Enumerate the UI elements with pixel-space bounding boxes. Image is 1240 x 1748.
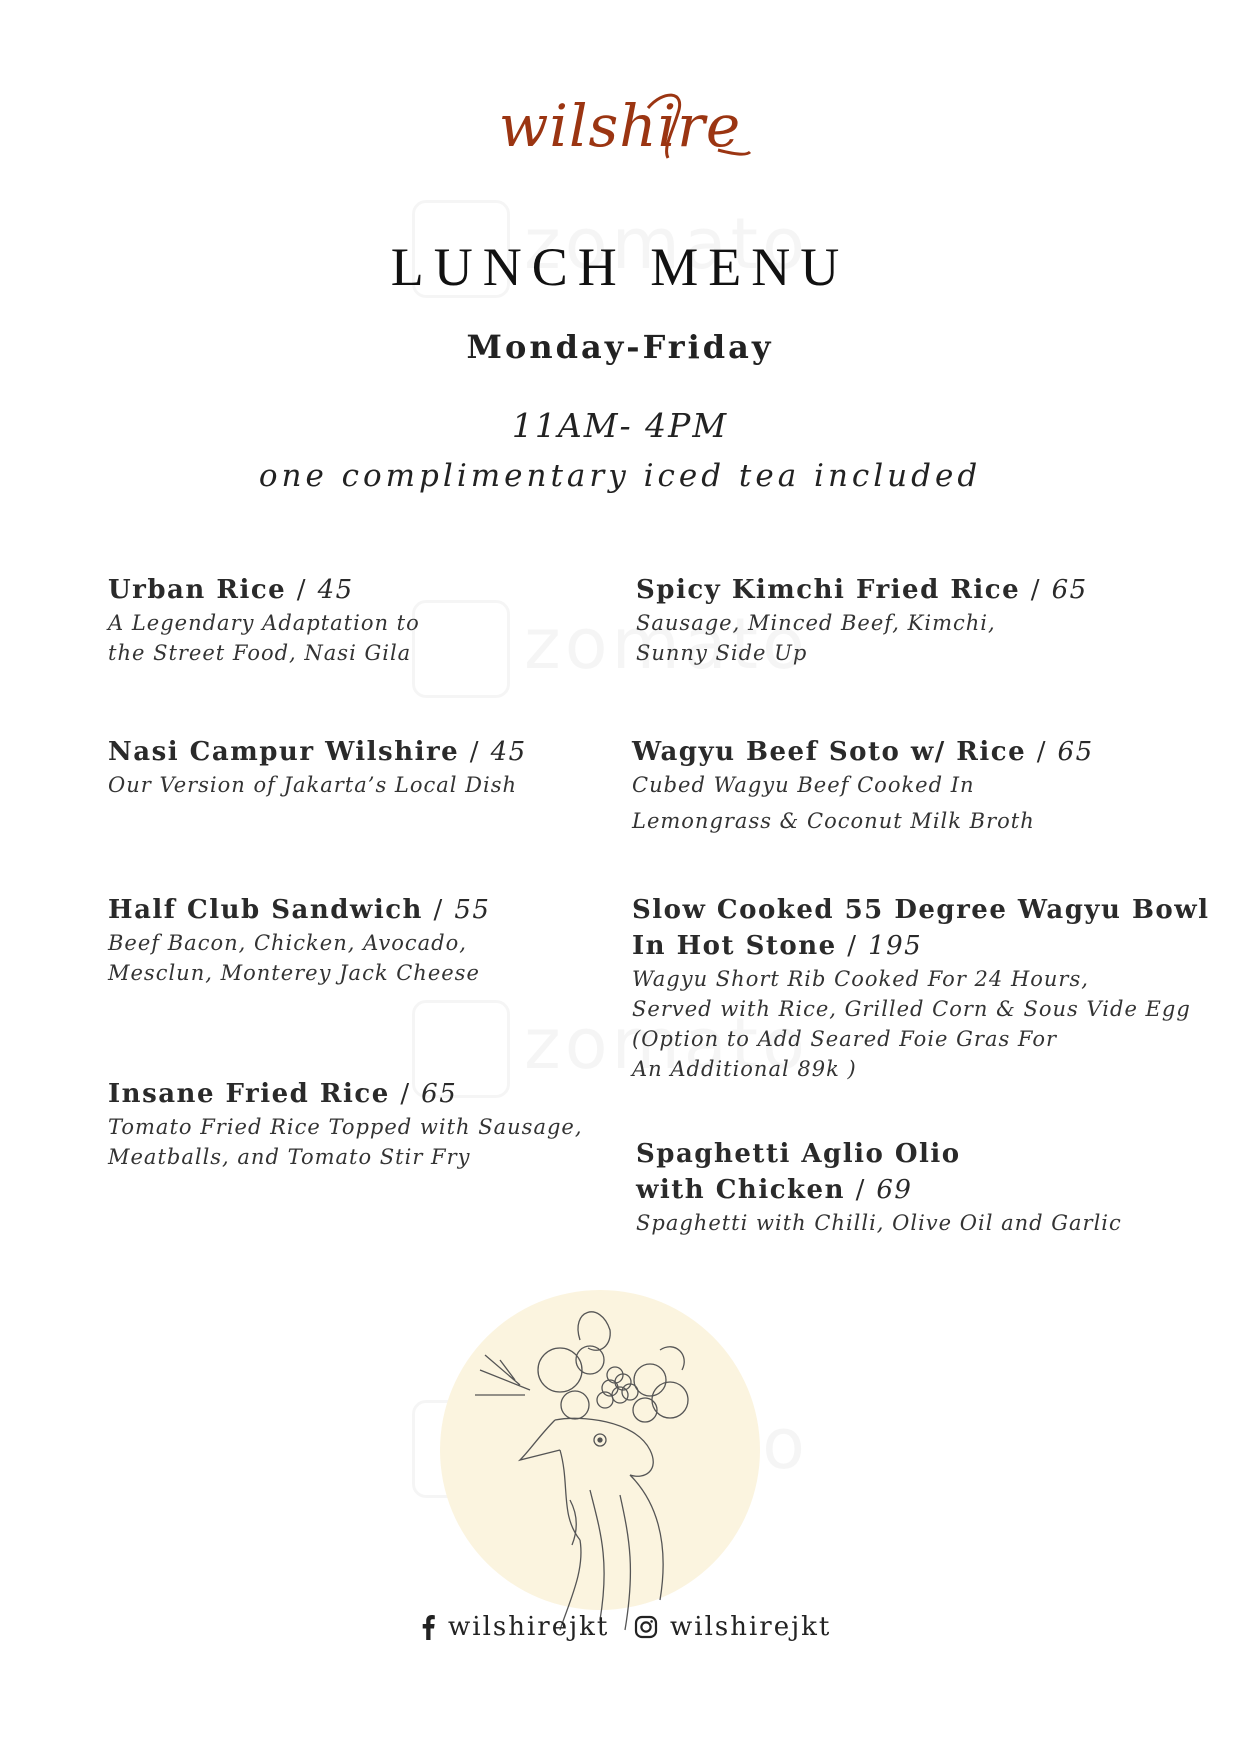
menu-item <box>636 572 1088 668</box>
instagram-link[interactable] <box>634 1612 831 1642</box>
item-price: 65 <box>1057 737 1094 767</box>
item-description: Lemongrass & Coconut Milk Broth <box>632 809 1035 833</box>
logo-swash <box>568 88 758 178</box>
item-description: Sausage, Minced Beef, Kimchi, <box>636 611 996 635</box>
menu-item <box>636 1136 1122 1238</box>
item-description: Mesclun, Monterey Jack Cheese <box>108 961 480 985</box>
brand-logo: wilshire <box>498 92 742 160</box>
item-name-line-2: with Chicken <box>636 1175 845 1205</box>
item-price: 65 <box>421 1079 458 1109</box>
facebook-icon <box>420 1614 436 1640</box>
item-description: Served with Rice, Grilled Corn & Sous Vide Egg <box>632 997 1191 1021</box>
item-name: Nasi Campur Wilshire <box>108 737 460 767</box>
instagram-icon <box>634 1615 658 1639</box>
item-name: Slow Cooked 55 Degree Wagyu Bowl <box>632 895 1210 925</box>
facebook-link[interactable] <box>420 1612 609 1642</box>
price-separator: / <box>1036 737 1047 767</box>
item-price: 55 <box>454 895 491 925</box>
item-price: 45 <box>317 575 354 605</box>
menu-days: Monday-Friday <box>466 328 774 366</box>
price-separator: / <box>847 931 858 961</box>
menu-item <box>632 734 1094 836</box>
item-price: 69 <box>876 1175 913 1205</box>
menu-item <box>108 1076 583 1172</box>
menu-item <box>108 572 420 668</box>
item-description: Meatballs, and Tomato Stir Fry <box>108 1145 471 1169</box>
price-separator: / <box>296 575 308 605</box>
instagram-handle: wilshirejkt <box>670 1612 832 1642</box>
item-price: 45 <box>490 737 527 767</box>
item-description: Sunny Side Up <box>636 641 808 665</box>
item-name: Urban Rice <box>108 575 287 605</box>
price-separator: / <box>1030 575 1042 605</box>
item-description: Wagyu Short Rib Cooked For 24 Hours, <box>632 967 1089 991</box>
item-description: Cubed Wagyu Beef Cooked In <box>632 773 975 797</box>
item-name: Spaghetti Aglio Olio <box>636 1139 961 1169</box>
item-description: Beef Bacon, Chicken, Avocado, <box>108 931 467 955</box>
item-name: Wagyu Beef Soto w/ Rice <box>632 737 1027 767</box>
item-price: 65 <box>1051 575 1088 605</box>
price-separator: / <box>400 1079 411 1109</box>
menu-item <box>108 892 490 988</box>
menu-item <box>632 892 1210 1084</box>
facebook-handle: wilshirejkt <box>448 1612 610 1642</box>
menu-note: one complimentary iced tea included <box>258 458 982 494</box>
item-price: 195 <box>868 931 923 961</box>
item-description: Spaghetti with Chilli, Olive Oil and Garlic <box>636 1211 1122 1235</box>
item-description: An Additional 89k ) <box>632 1057 857 1081</box>
menu-hours: 11AM- 4PM <box>511 406 729 445</box>
menu-title: LUNCH MENU <box>390 237 850 297</box>
item-name: Insane Fried Rice <box>108 1079 390 1109</box>
item-description: A Legendary Adaptation to <box>108 611 420 635</box>
menu-item <box>108 734 527 800</box>
item-description: Our Version of Jakarta’s Local Dish <box>108 773 518 797</box>
rooster-illustration <box>460 1300 760 1640</box>
price-separator: / <box>469 737 481 767</box>
item-name: Half Club Sandwich <box>108 895 423 925</box>
price-separator: / <box>855 1175 866 1205</box>
item-name-line-2: In Hot Stone <box>632 931 837 961</box>
item-name: Spicy Kimchi Fried Rice <box>636 575 1021 605</box>
price-separator: / <box>433 895 444 925</box>
item-description: Tomato Fried Rice Topped with Sausage, <box>108 1115 583 1139</box>
item-description: (Option to Add Seared Foie Gras For <box>632 1027 1058 1051</box>
item-description: the Street Food, Nasi Gila <box>108 641 412 665</box>
